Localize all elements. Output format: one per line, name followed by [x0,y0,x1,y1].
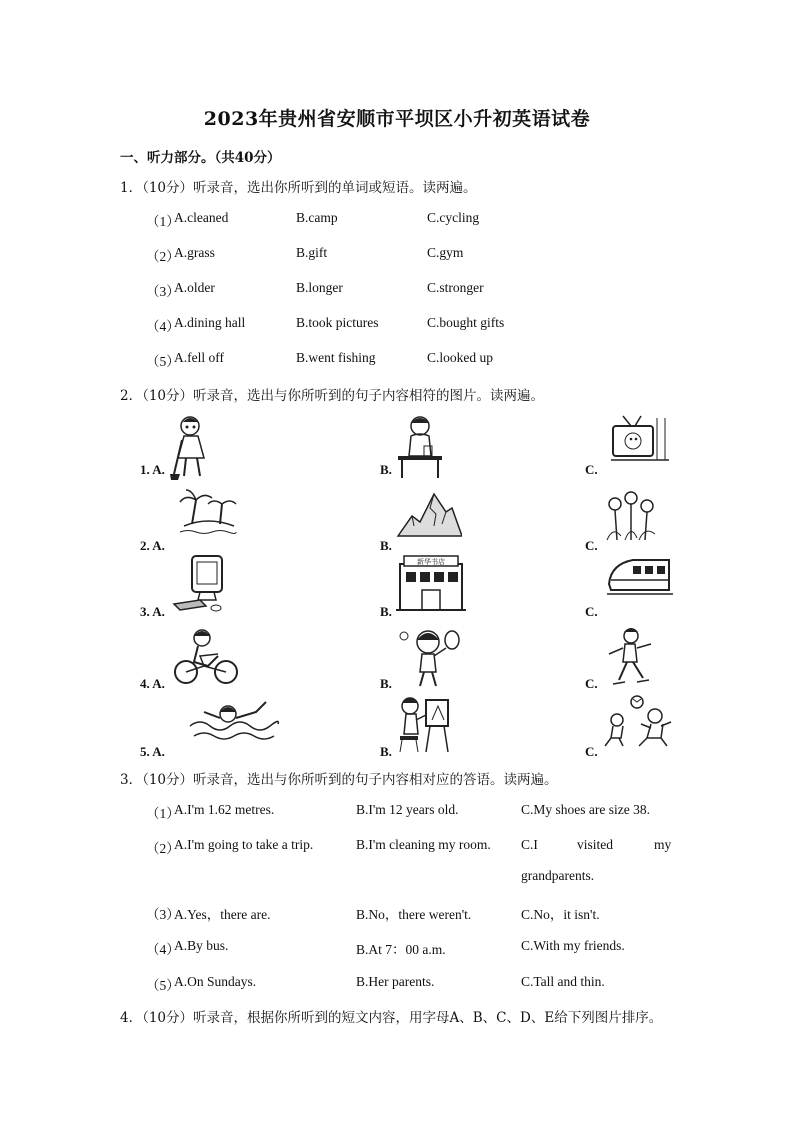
option-a[interactable]: A.On Sundays. [174,974,257,989]
boy-sweeping-icon [170,412,212,482]
option-label: 1. A. [140,462,165,477]
option-label: C. [585,676,598,691]
option-c[interactable]: C.bought gifts [427,315,505,330]
option-b[interactable]: B.went fishing [296,350,376,365]
q1-row-number: （1） [146,214,180,229]
mountain-icon [396,488,462,540]
swimming-icon [186,694,280,746]
option-label: 5. A. [140,744,165,759]
option-label: B. [380,676,392,691]
option-label: C. [585,604,598,619]
option-b[interactable]: B.took pictures [296,315,379,330]
question-2-prompt: 2．（10分）听录音，选出与你所听到的句子内容相符的图片。读两遍。 [120,388,545,404]
option-a[interactable]: A.cleaned [174,210,229,225]
island-icon [178,488,238,540]
tennis-icon [398,626,464,688]
option-label: B. [380,538,392,553]
option-a[interactable]: A.fell off [174,350,224,365]
option-a[interactable]: A.By bus. [174,938,229,953]
option-c-continuation: grandparents. [521,868,595,883]
football-icon [603,694,673,750]
option-c-word: visited [577,837,613,852]
option-a[interactable]: A.I'm going to take a trip. [174,837,314,852]
option-c[interactable]: C.looked up [427,350,493,365]
question-1-prompt: 1．（10分）听录音，选出你所听到的单词或短语。读两遍。 [120,180,477,196]
q3-row-number: （5） [146,978,180,993]
q2-picture-row [140,694,680,764]
option-a[interactable]: A.I'm 1.62 metres. [174,802,275,817]
option-a[interactable]: A.grass [174,245,215,260]
option-label: C. [585,744,598,759]
q3-row-number: （3） [146,907,180,922]
option-c[interactable]: C.No，it isn't. [521,907,600,922]
q3-row-number: （4） [146,942,180,957]
option-label: C. [585,462,598,477]
option-b[interactable]: B.gift [296,245,328,260]
q2-picture-row [140,554,680,624]
q2-picture-row [140,626,680,696]
option-label: B. [380,462,392,477]
q2-picture-row [140,488,680,558]
option-b[interactable]: B.No，there weren't. [356,907,472,922]
boy-at-desk-icon [396,412,444,482]
train-icon [607,554,673,598]
option-label: 3. A. [140,604,165,619]
skating-icon [605,626,655,690]
flowers-icon [603,488,659,542]
cycling-icon [174,626,240,688]
option-c[interactable]: C.cycling [427,210,480,225]
page-title: 2023年贵州省安顺市平坝区小升初英语试卷 [203,108,591,130]
q1-row-number: （4） [146,319,180,334]
option-b[interactable]: B.At 7：00 a.m. [356,942,446,957]
question-4-prompt: 4．（10分）听录音，根据你所听到的短文内容，用字母A、B、C、D、E给下列图片排序。 [120,1010,663,1026]
q1-row-number: （3） [146,284,180,299]
q2-picture-row [140,412,680,482]
tv-icon [607,412,671,468]
option-a[interactable]: A.Yes，there are. [174,907,271,922]
option-c[interactable]: C.gym [427,245,464,260]
option-c[interactable] [521,837,671,857]
q3-row-number: （2） [146,841,180,856]
option-label: 2. A. [140,538,165,553]
painting-icon [396,694,452,756]
option-b[interactable]: B.I'm cleaning my room. [356,837,491,852]
option-c[interactable]: C.With my friends. [521,938,625,953]
computer-icon [172,554,230,616]
q1-row-number: （2） [146,249,180,264]
option-b[interactable]: B.I'm 12 years old. [356,802,459,817]
option-c[interactable]: C.Tall and thin. [521,974,605,989]
option-b[interactable]: B.camp [296,210,338,225]
option-label: 4. A. [140,676,165,691]
q3-row-number: （1） [146,806,180,821]
bookstore-icon [396,554,466,614]
section-heading: 一、听力部分。（共40分） [120,150,281,166]
option-c-word: my [654,837,672,852]
bookstore-sign: 新华书店 [417,558,445,566]
option-c[interactable]: C.My shoes are size 38. [521,802,650,817]
option-a[interactable]: A.dining hall [174,315,246,330]
question-3-prompt: 3．（10分）听录音，选出与你所听到的句子内容相对应的答语。读两遍。 [120,772,558,788]
option-b[interactable]: B.longer [296,280,343,295]
option-b[interactable]: B.Her parents. [356,974,435,989]
option-c-word: C.I [521,837,538,852]
option-a[interactable]: A.older [174,280,215,295]
q1-row-number: （5） [146,354,180,369]
option-label: C. [585,538,598,553]
option-c[interactable]: C.stronger [427,280,484,295]
option-label: B. [380,604,392,619]
option-label: B. [380,744,392,759]
